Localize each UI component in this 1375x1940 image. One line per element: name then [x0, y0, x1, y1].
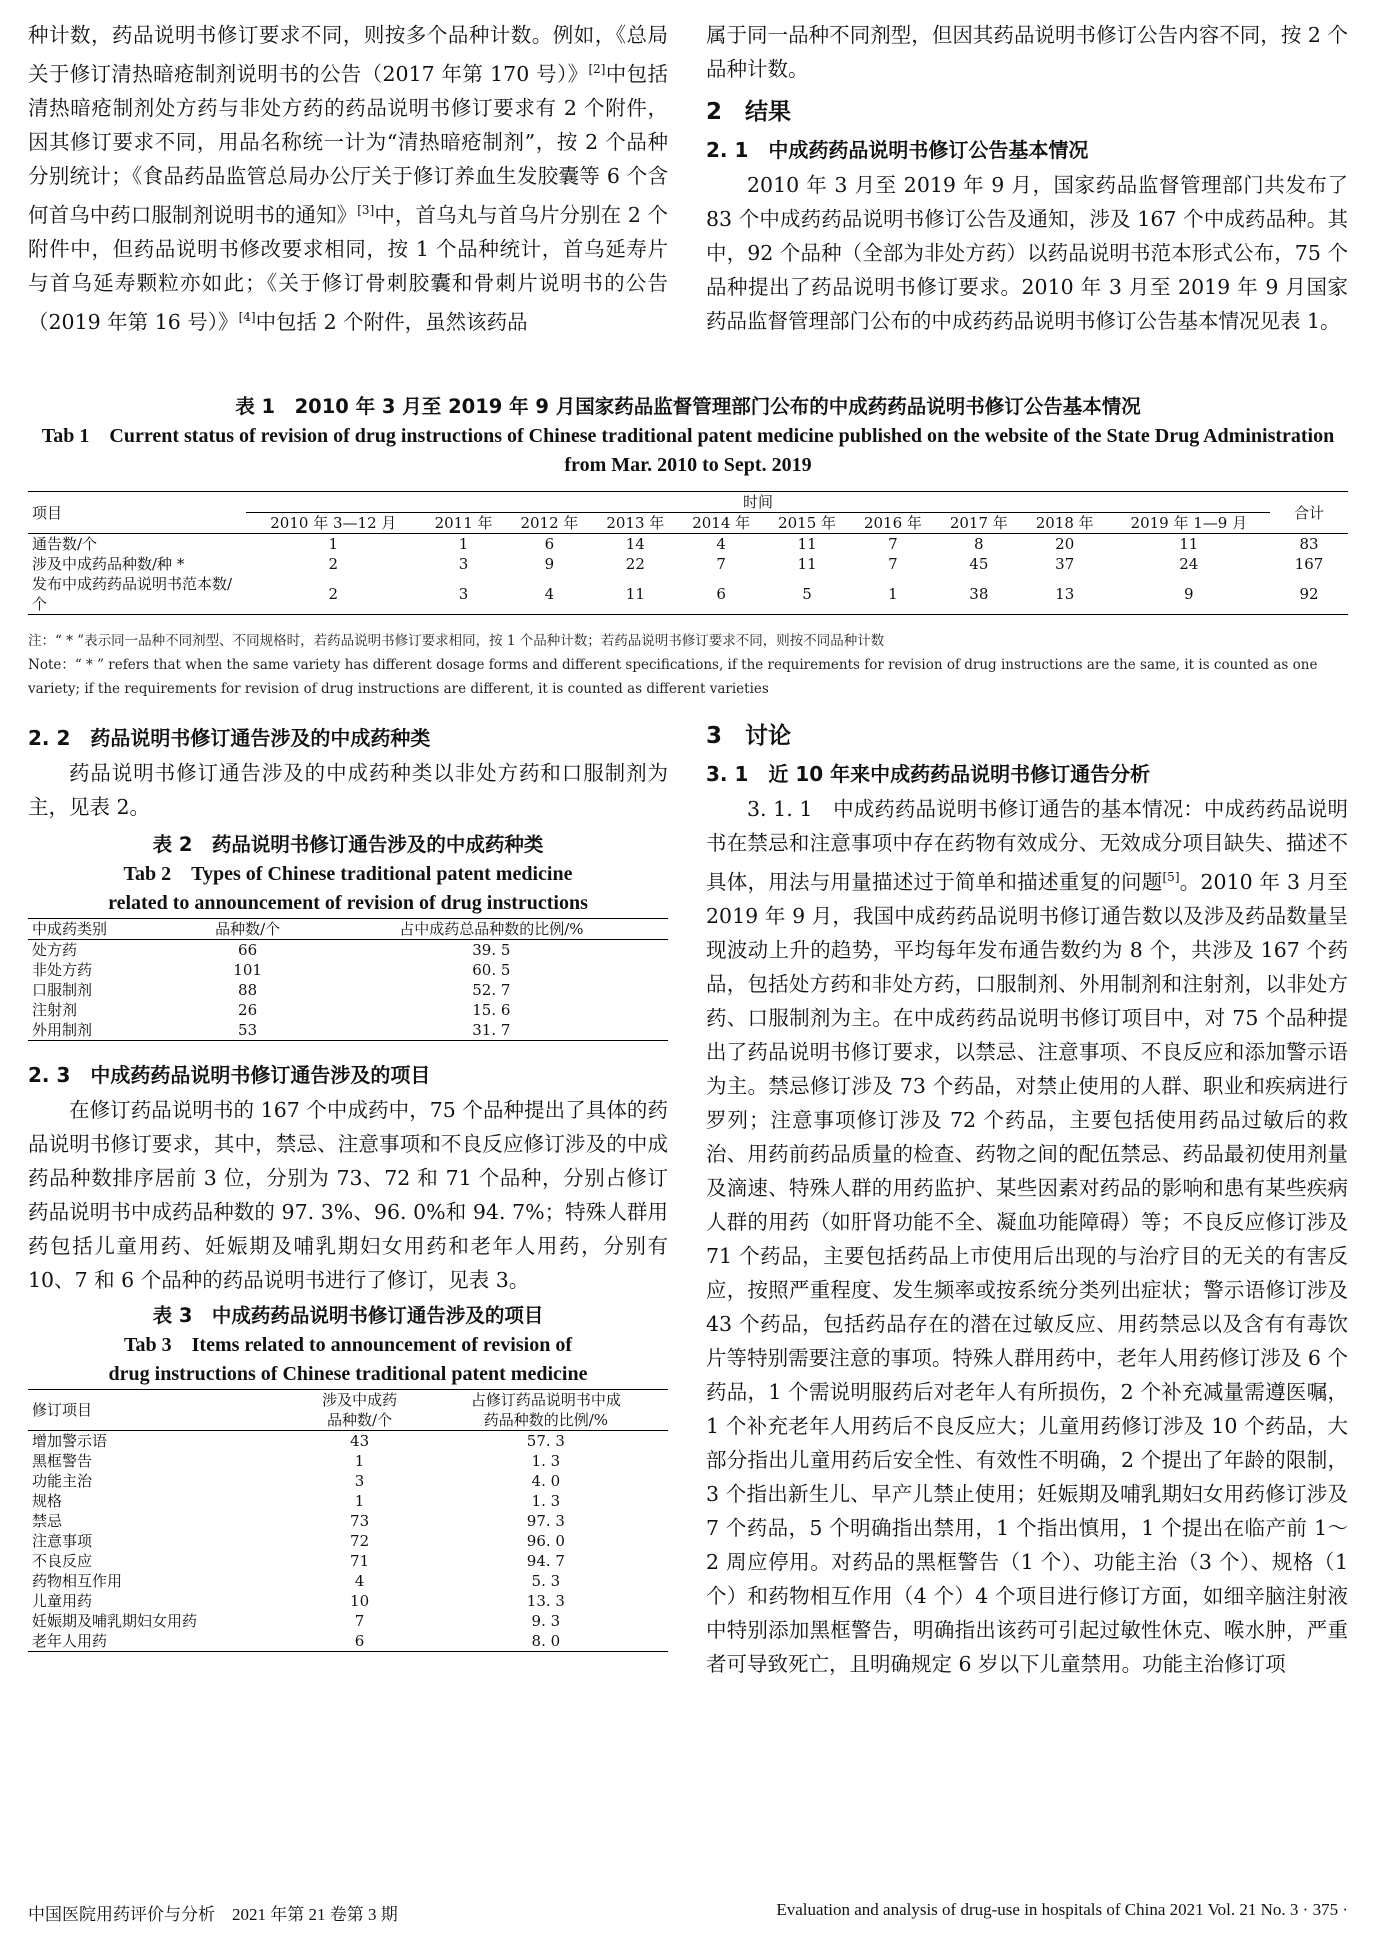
paragraph: 2010 年 3 月至 2019 年 9 月，国家药品监督管理部门共发布了 83 个中成药药品说明书修订公告及通知，涉及 167 个中成药品种。其中，92 个品种（全部为非处方药）以药品说明书范本形式公布，75 个品种提出了药品说明书修订要求。2010 年 3 月至 2019 年 9 月国家药品监督管理部门公布的中成药药品说明书修订公告基本情况见表 1。 [706, 173, 1348, 333]
paragraph: 在修订药品说明书的 167 个中成药中，75 个品种提出了具体的药品说明书修订要求，其中，禁忌、注意事项和不良反应修订涉及的中成药品种数排序居前 3 位，分别为 73、72 和 71 个品种，分别占修订药品说明书中成药品种数的 97. 3%、96. 0%和 94. 7%；特殊人群用药包括儿童用药、妊娠期及哺乳期妇女用药和老年人用药，分别有 10、7 和 6 个品种的药品说明书进行了修订，见表 3。 [28, 1098, 668, 1292]
year-cell: 2016 年 [850, 513, 936, 534]
year-cell: 2018 年 [1022, 513, 1108, 534]
table3 [28, 1389, 668, 1652]
table-row: 口服制剂 88 52. 7 [32, 981, 511, 999]
paragraph: 3. 1. 1 中成药药品说明书修订通告的基本情况：中成药药品说明书在禁忌和注意事项中存在药物有效成分、无效成分项目缺失、描述不具体，用法与用量描述过于简单和描述重复的问题[5]。2010 年 3 月至 2019 年 9 月，我国中成药药品说明书修订通告数以及涉及药品数量呈现波动上升的趋势，平均每年发布通告数约为 8 个，共涉及 167 个药品，包括处方药和非处方药，口服制剂、外用制剂和注射剂，以非处方药、口服制剂为主。在中成药药品说明书修订项目中，对 75 个品种提出了药品说明书修订要求，以禁忌、注意事项、不良反应和添加警示语为主。禁忌修订涉及 73 个药品，对禁止使用的人群、职业和疾病进行罗列；注意事项修订涉及 72 个药品，主要包括使用药品过敏后的救治、用药前药品质量的检查、药物之间的配伍禁忌、药品最初使用剂量及滴速、特殊人群的用药监护、某些因素对药品的影响和患有某些疾病人群的用药（如肝肾功能不全、凝血功能障碍）等；不良反应修订涉及 71 个药品，主要包括药品上市使用后出现的与治疗目的无关的有害反应，按照严重程度、发生频率或按系统分类列出症状；警示语修订涉及 43 个药品，包括药品存在的潜在过敏反应、用药禁忌以及含有有毒饮片等特别需要注意的事项。特殊人群用药中，老年人用药修订涉及 6 个药品，1 个需说明服药后对老年人有所损伤，2 个补充减量需遵医嘱，1 个补充老年人用药后不良反应大；儿童用药修订涉及 10 个药品，大部分指出儿童用药后安全性、有效性不明确，2 个提出了年龄的限制，3 个指出新生儿、早产儿禁止使用；妊娠期及哺乳期妇女用药修订涉及 7 个药品，5 个明确指出禁用，1 个指出慎用，1 个提出在临产前 1～2 周应停用。对药品的黑框警告（1 个）、功能主治（3 个）、规格（1 个）和药物相互作用（4 个）4 个项目进行修订方面，如细辛脑注射液中特别添加黑框警告，明确指出该药可引起过敏性休克、喉水肿，严重者可导致死亡，且明确规定 6 岁以下儿童禁用。功能主治修订项 [706, 797, 1349, 1676]
year-cell: 2019 年 1—9 月 [1108, 513, 1270, 534]
table3-caption: 表 3 中成药药品说明书修订通告涉及的项目 Tab 3 Items related to announcement of revision of drug instructions of Chinese traditional patent medicine [108, 1304, 588, 1385]
table-row: 儿童用药 10 13. 3 [32, 1592, 565, 1610]
table-row: 老年人用药 6 8. 0 [32, 1632, 561, 1650]
table-row: 功能主治 3 4. 0 [32, 1472, 561, 1490]
citation[interactable]: [5] [1162, 870, 1180, 884]
table-row: 通告数/个 1 1 6 14 4 11 7 8 20 11 83 [32, 535, 1319, 553]
journal-info-cn: 中国医院用药评价与分析 2021 年第 21 卷第 3 期 [28, 1905, 398, 1924]
table-row: 禁忌 73 97. 3 [32, 1512, 565, 1530]
header-time: 时间 [246, 492, 1270, 513]
table-row: 外用制剂 53 31. 7 [32, 1021, 511, 1039]
table-row: 规格 1 1. 3 [32, 1492, 561, 1510]
table2 [28, 918, 668, 1041]
table-row: 药物相互作用 4 5. 3 [32, 1572, 561, 1590]
table-note-en: Note：“ * ” refers that when the same variety has different dosage forms and different specifications, if the requirements for revision of drug instructions are the same, it is counted as one variety; if the requirements for revision of drug instructions are different, it is counted as different varieties [28, 657, 1318, 697]
table-header-row: 修订项目 涉及中成药 品种数/个 占修订药品说明书中成 药品种数的比例/% [28, 1390, 668, 1431]
table1-note [28, 629, 1348, 701]
table-note-cn: 注：“ * ”表示同一品种不同剂型、不同规格时，若药品说明书修订要求相同，按 1 个品种计数；若药品说明书修订要求不同，则按不同品种计数 [28, 633, 885, 649]
year-cell: 2010 年 3—12 月 [246, 513, 421, 534]
table-row: 注射剂 26 15. 6 [32, 1001, 511, 1019]
citation[interactable]: [3] [357, 202, 375, 217]
table-caption-cn: 表 1 2010 年 3 月至 2019 年 9 月国家药品监督管理部门公布的中成药药品说明书修订公告基本情况 [235, 395, 1141, 418]
citation[interactable]: [2] [588, 62, 606, 76]
table-row: 处方药 66 39. 5 [32, 941, 511, 959]
header-total: 合计 [1270, 492, 1348, 534]
table-header-row [28, 492, 1348, 513]
header-item: 项目 [28, 492, 246, 534]
citation[interactable]: [4] [238, 309, 256, 324]
right-column-top [706, 18, 1348, 338]
table1-caption [28, 392, 1348, 480]
right-column-bottom [706, 718, 1348, 1681]
table-row: 不良反应 71 94. 7 [32, 1552, 565, 1570]
year-cell: 2011 年 [421, 513, 507, 534]
table2-caption: 表 2 药品说明书修订通告涉及的中成药种类 Tab 2 Types of Chinese traditional patent medicine related to announcement of revision of drug instructions [108, 833, 588, 914]
section-heading: 3 讨论 [706, 723, 792, 749]
subsection-heading: 2. 1 中成药药品说明书修订公告基本情况 [706, 138, 1089, 162]
table-row: 发布中成药药品说明书范本数/个 2 3 4 11 6 5 1 38 13 9 92 [32, 575, 1319, 613]
table-row: 增加警示语 43 57. 3 [32, 1432, 565, 1450]
paragraph: 种计数，药品说明书修订要求不同，则按多个品种计数。例如，《总局关于修订清热暗疮制剂说明书的公告（2017 年第 170 号）》[2]中包括清热暗疮制剂处方药与非处方药的药品说明书修订要求有 2 个附件，因其修订要求不同，用品名称统一计为“清热暗疮制剂”，按 2 个品种分别统计；《食品药品监管总局办公厅关于修订养血生发胶囊等 6 个含何首乌中药口服制剂说明书的通知》[3]中，首乌丸与首乌片分别在 2 个附件中，但药品说明书修改要求相同，按 1 个品种统计，首乌延寿片与首乌延寿颗粒亦如此；《关于修订骨刺胶囊和骨刺片说明书的公告（2019 年第 16 号）》[4]中包括 2 个附件，虽然该药品 [28, 23, 668, 334]
year-cell: 2013 年 [592, 513, 678, 534]
table1 [28, 491, 1348, 615]
year-cell: 2017 年 [936, 513, 1022, 534]
year-cell: 2015 年 [764, 513, 850, 534]
table-row: 黑框警告 1 1. 3 [32, 1452, 561, 1470]
subsection-heading: 3. 1 近 10 年来中成药药品说明书修订通告分析 [706, 762, 1151, 786]
table-header-row: 中成药类别 品种数/个 占中成药总品种数的比例/% [28, 919, 668, 940]
paragraph: 属于同一品种不同剂型，但因其药品说明书修订公告内容不同，按 2 个品种计数。 [706, 23, 1348, 81]
subsection-heading: 2. 2 药品说明书修订通告涉及的中成药种类 [28, 726, 431, 750]
table-row: 涉及中成药品种数/种 * 2 3 9 22 7 11 7 45 37 24 167 [32, 555, 1324, 573]
paragraph: 药品说明书修订通告涉及的中成药种类以非处方药和口服制剂为主，见表 2。 [28, 761, 668, 819]
table-row: 妊娠期及哺乳期妇女用药 7 9. 3 [32, 1612, 561, 1630]
table-row: 非处方药 101 60. 5 [32, 961, 511, 979]
table-caption-en: Tab 1 Current status of revision of drug instructions of Chinese traditional patent medicine published on the website of the State Drug Administration from Mar. 2010 to Sept. 2019 [41, 425, 1335, 476]
left-column-top [28, 18, 668, 338]
table-row: 注意事项 72 96. 0 [32, 1532, 565, 1550]
journal-info-en: Evaluation and analysis of drug-use in hospitals of China 2021 Vol. 21 No. 3 · 375 · [776, 1900, 1348, 1919]
year-cell: 2014 年 [678, 513, 764, 534]
left-column-bottom [28, 718, 668, 1652]
section-heading: 2 结果 [706, 99, 792, 125]
year-cell: 2012 年 [507, 513, 593, 534]
subsection-heading: 2. 3 中成药药品说明书修订通告涉及的项目 [28, 1063, 431, 1087]
